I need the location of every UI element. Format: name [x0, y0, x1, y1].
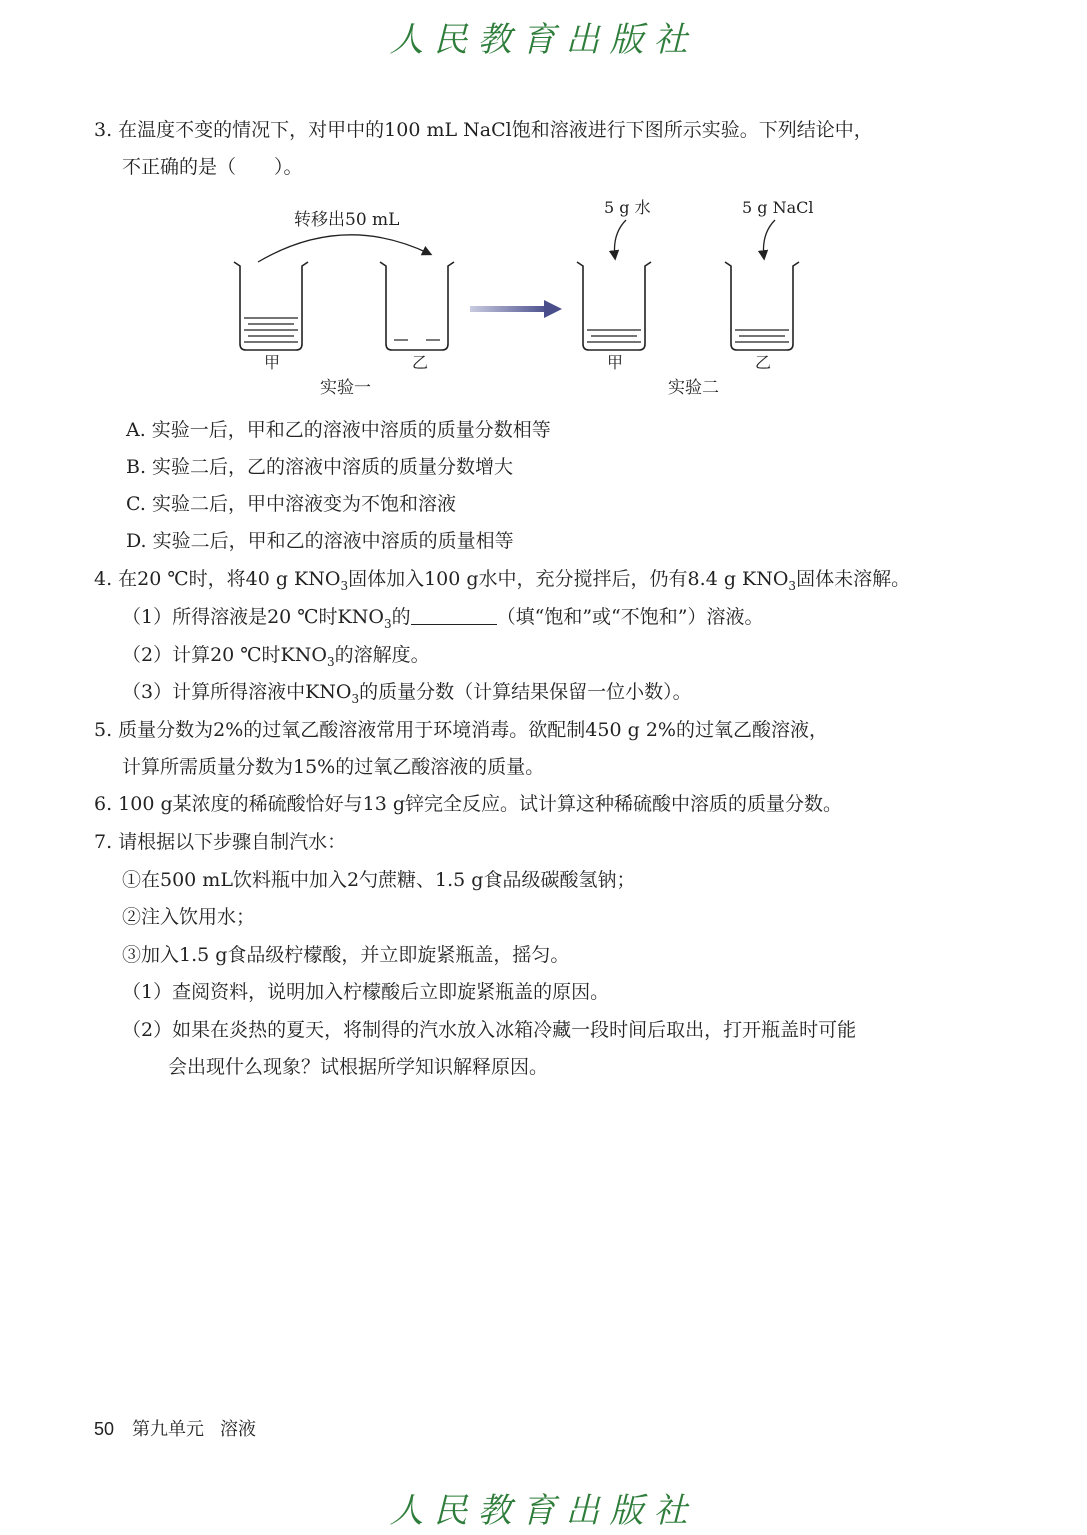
q4-sub1-c: （填“饱和”或“不饱和”）溶液。	[496, 606, 764, 628]
page-number: 50	[94, 1419, 115, 1439]
water-label: 5 g 水	[604, 198, 651, 217]
transfer-label: 转移出50 mL	[294, 210, 400, 230]
nacl-label: 5 g NaCl	[742, 198, 814, 217]
q7-sub2-line1: （2）如果在炎热的夏天，将制得的汽水放入冰箱冷藏一段时间后取出，打开瓶盖时可能	[122, 1019, 857, 1041]
q4-sub1-3: 3	[383, 616, 392, 631]
q3-option-a: A. 实验一后，甲和乙的溶液中溶质的质量分数相等	[126, 419, 551, 441]
section-title: 溶液	[220, 1419, 257, 1440]
q7-step2: ②注入饮用水；	[122, 906, 256, 928]
q7-step3: ③加入1.5 g食品级柠檬酸，并立即旋紧瓶盖，摇匀。	[122, 944, 570, 966]
q4-sub-3a: 3	[340, 578, 349, 593]
beaker-jia-label-2: 甲	[607, 353, 624, 372]
q4-stem-c: 固体未溶解。	[796, 568, 911, 590]
beaker-yi-label-1: 乙	[412, 353, 429, 372]
q4-answer-blank[interactable]	[411, 606, 497, 625]
q4-sub2-3: 3	[326, 654, 335, 669]
q4-sub1-b: 的	[391, 606, 411, 628]
water-arrow	[614, 220, 626, 258]
q4-sub3	[122, 679, 692, 712]
q4-sub2-a: （2）计算20 ℃时KNO	[122, 644, 327, 666]
q4-sub1-a: （1）所得溶液是20 ℃时KNO	[122, 606, 384, 628]
q4-sub-3b: 3	[788, 578, 797, 593]
q3-experiment-figure	[228, 192, 828, 407]
q4-sub2	[122, 642, 430, 675]
q4-sub2-b: 的溶解度。	[334, 644, 430, 666]
q5-line1: 5. 质量分数为2%的过氧乙酸溶液常用于环境消毒。欲配制450 g 2%的过氧乙酸溶液，	[94, 719, 828, 741]
publisher-logo-bottom: 人民教育出版社	[389, 1491, 698, 1531]
q3-option-c: C. 实验二后，甲中溶液变为不饱和溶液	[126, 493, 456, 515]
q4-stem-a: 4. 在20 ℃时，将40 g KNO	[94, 568, 341, 590]
beaker-yi-label-2: 乙	[755, 353, 772, 372]
q4-sub3-a: （3）计算所得溶液中KNO	[122, 681, 352, 703]
beaker-yi-2	[725, 262, 799, 350]
q4-stem	[94, 566, 910, 599]
q4-sub1	[122, 604, 763, 637]
publisher-logo-top: 人民教育出版社	[389, 20, 698, 60]
exp1-label: 实验一	[320, 378, 371, 398]
q7-line1: 7. 请根据以下步骤自制汽水：	[94, 831, 347, 853]
q7-step1: ①在500 mL饮料瓶中加入2勺蔗糖、1.5 g食品级碳酸氢钠；	[122, 869, 636, 891]
beaker-jia-2	[577, 262, 651, 350]
q4-stem-b: 固体加入100 g水中，充分搅拌后，仍有8.4 g KNO	[348, 568, 789, 590]
q3-option-d: D. 实验二后，甲和乙的溶液中溶质的质量相等	[126, 530, 514, 552]
unit-title: 第九单元	[132, 1419, 205, 1440]
nacl-arrow	[763, 220, 775, 258]
q3-option-b: B. 实验二后，乙的溶液中溶质的质量分数增大	[126, 456, 514, 478]
q4-sub3-b: 的质量分数（计算结果保留一位小数）。	[359, 681, 692, 703]
q4-sub3-3: 3	[351, 691, 360, 706]
q3-stem-line2: 不正确的是（ ）。	[122, 156, 303, 178]
q3-stem-line1: 3. 在温度不变的情况下，对甲中的100 mL NaCl饱和溶液进行下图所示实验。下列结论中，	[94, 119, 873, 141]
q7-sub2-line2: 会出现什么现象？试根据所学知识解释原因。	[168, 1056, 549, 1078]
q7-sub1: （1）查阅资料，说明加入柠檬酸后立即旋紧瓶盖的原因。	[122, 981, 610, 1003]
q5-line2: 计算所需质量分数为15%的过氧乙酸溶液的质量。	[122, 756, 545, 778]
beaker-yi-1	[380, 262, 454, 350]
q6-line1: 6. 100 g某浓度的稀硫酸恰好与13 g锌完全反应。试计算这种稀硫酸中溶质的质量分数。	[94, 793, 843, 815]
transfer-arrow	[258, 235, 430, 262]
exp2-label: 实验二	[668, 378, 719, 398]
beaker-jia-label-1: 甲	[264, 353, 281, 372]
page-footer	[94, 1415, 256, 1441]
beaker-jia-1	[234, 262, 308, 350]
process-arrow	[470, 300, 562, 318]
